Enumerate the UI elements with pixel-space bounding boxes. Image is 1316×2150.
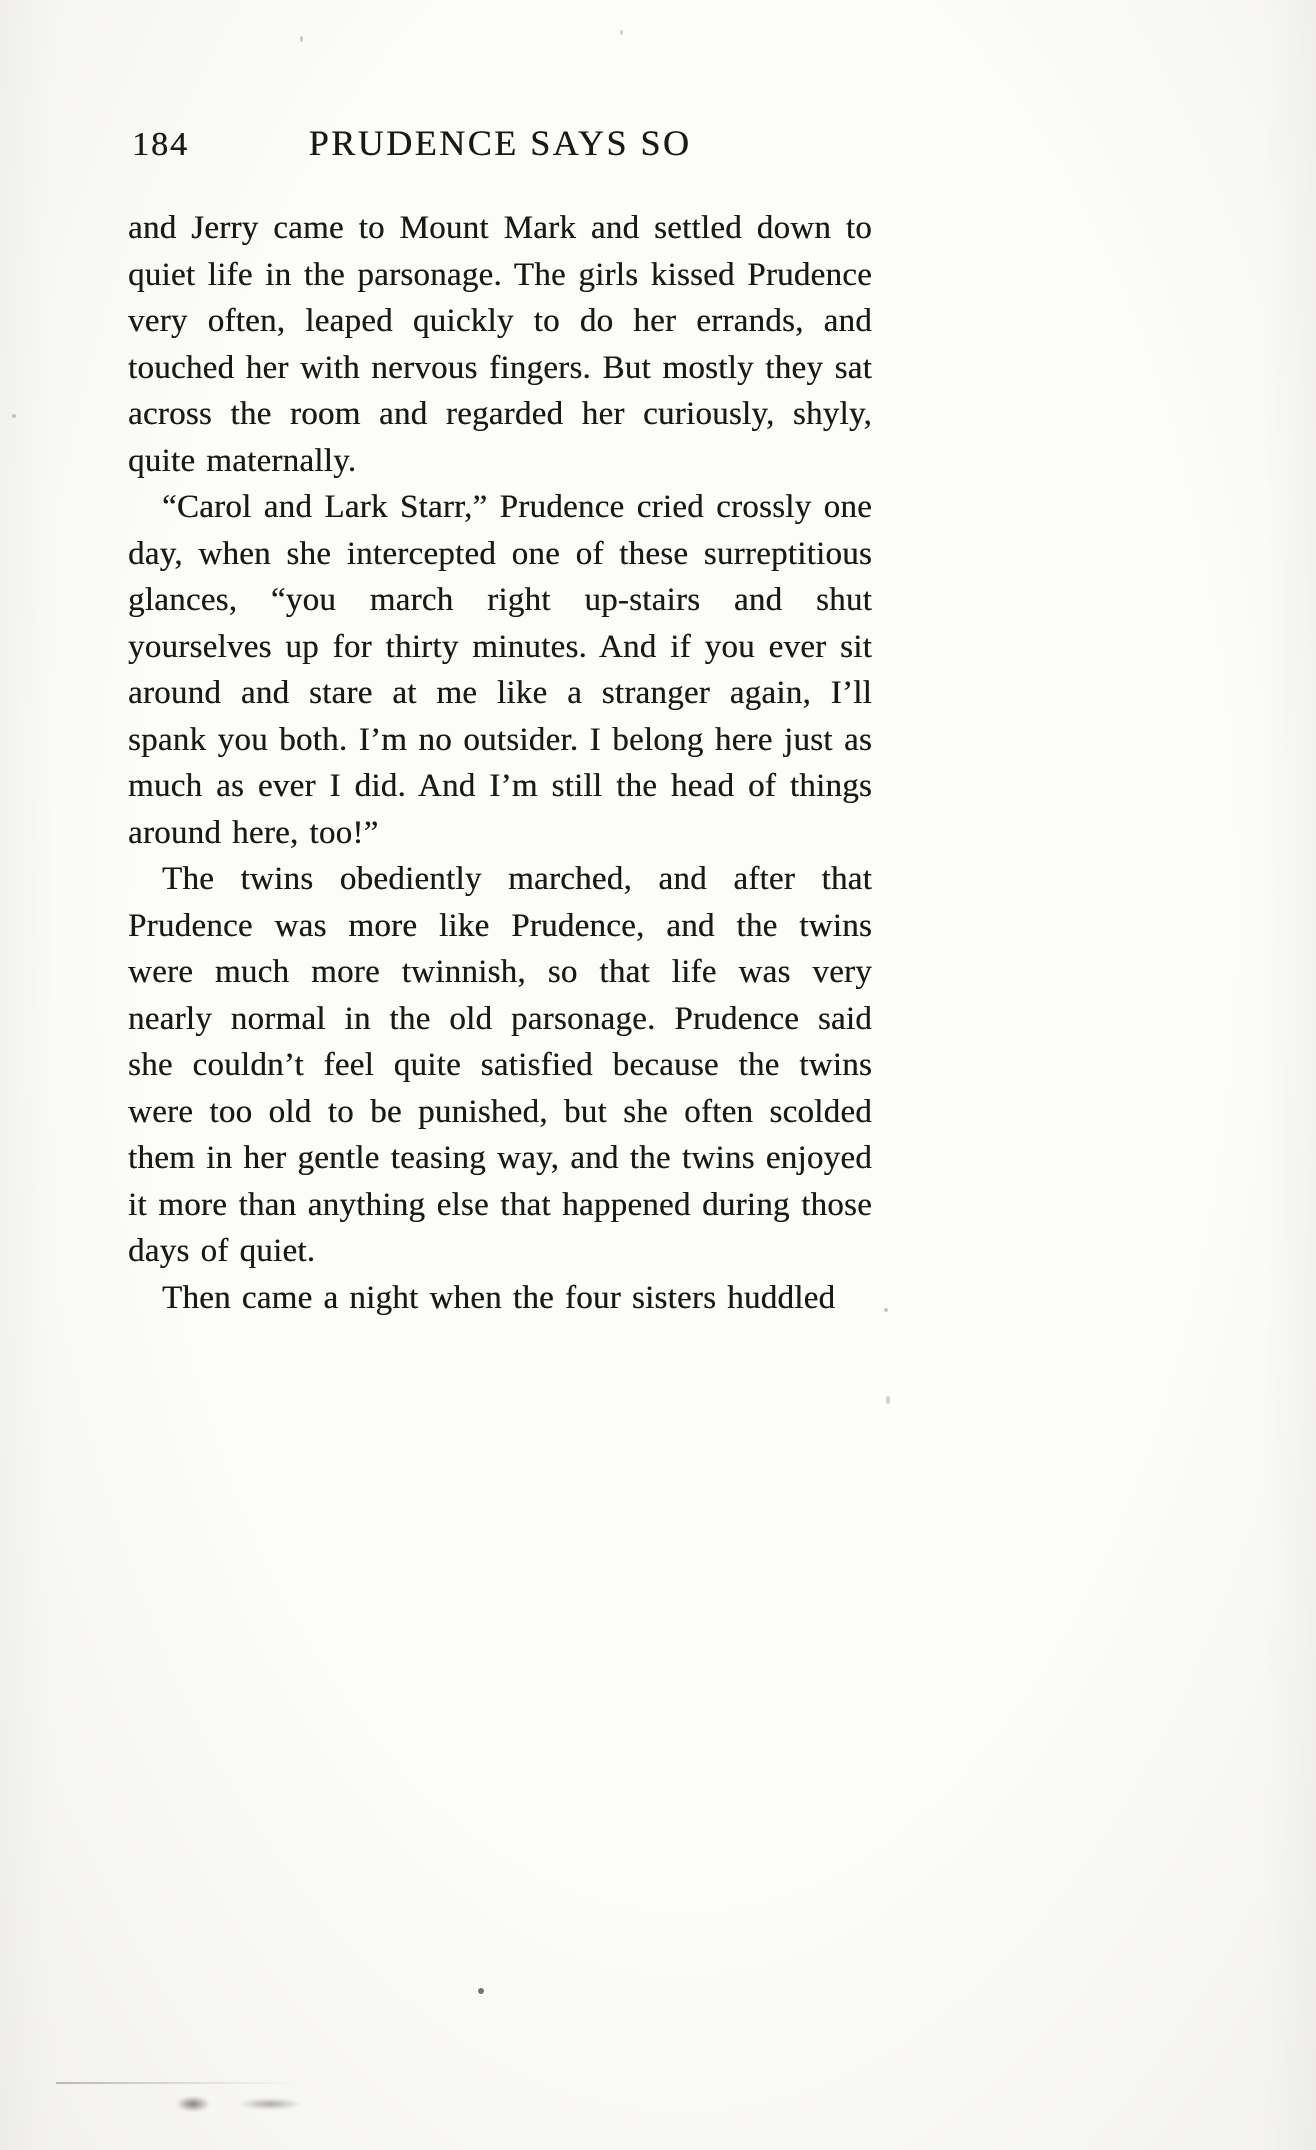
page-text <box>128 205 872 1321</box>
scan-artifact-smudge <box>176 2096 210 2112</box>
running-title: PRUDENCE SAYS SO <box>308 123 692 163</box>
scan-artifact-speck <box>886 1396 890 1404</box>
scan-artifact-speck <box>12 414 16 418</box>
paragraph: Then came a night when the four sisters huddled <box>162 1279 836 1316</box>
page-number: 184 <box>132 126 189 163</box>
paragraph: The twins obediently marched, and after that Prudence was more like Prudence, and the twins were much more twinnish, so that life was very nearly normal in the old parsonage. Prudence said she couldn’t feel quite satisfied because the twins were too old to be punished, but she often scolded them in her gentle teasing way, and the twins enjoyed it more than anything else that happened during those days of quiet. <box>128 861 872 1269</box>
scan-artifact-speck <box>620 30 623 35</box>
scan-artifact-smudge <box>238 2098 302 2110</box>
paragraph: and Jerry came to Mount Mark and settled down to quiet life in the parsonage. The girls kissed Prudence very often, leaped quickly to do her errands, and touched her with nervous fingers. But mostly they sat across the room and regarded her curiously, shyly, quite maternally. <box>128 210 872 479</box>
scan-artifact-scratch <box>56 2082 306 2084</box>
paragraph: “Carol and Lark Starr,” Prudence cried crossly one day, when she intercepted one of these surreptitious glances, “you march right up-stairs and shut yourselves up for thirty minutes. And if you ever sit around and stare at me like a stranger again, I’ll spank you both. I’m no outsider. I belong here just as much as ever I did. And I’m still the head of things around here, too!” <box>128 489 872 851</box>
page-header <box>128 122 872 172</box>
scan-artifact-dot <box>478 1988 484 1994</box>
scan-artifact-speck <box>884 1308 888 1312</box>
scan-artifact-speck <box>300 36 303 42</box>
